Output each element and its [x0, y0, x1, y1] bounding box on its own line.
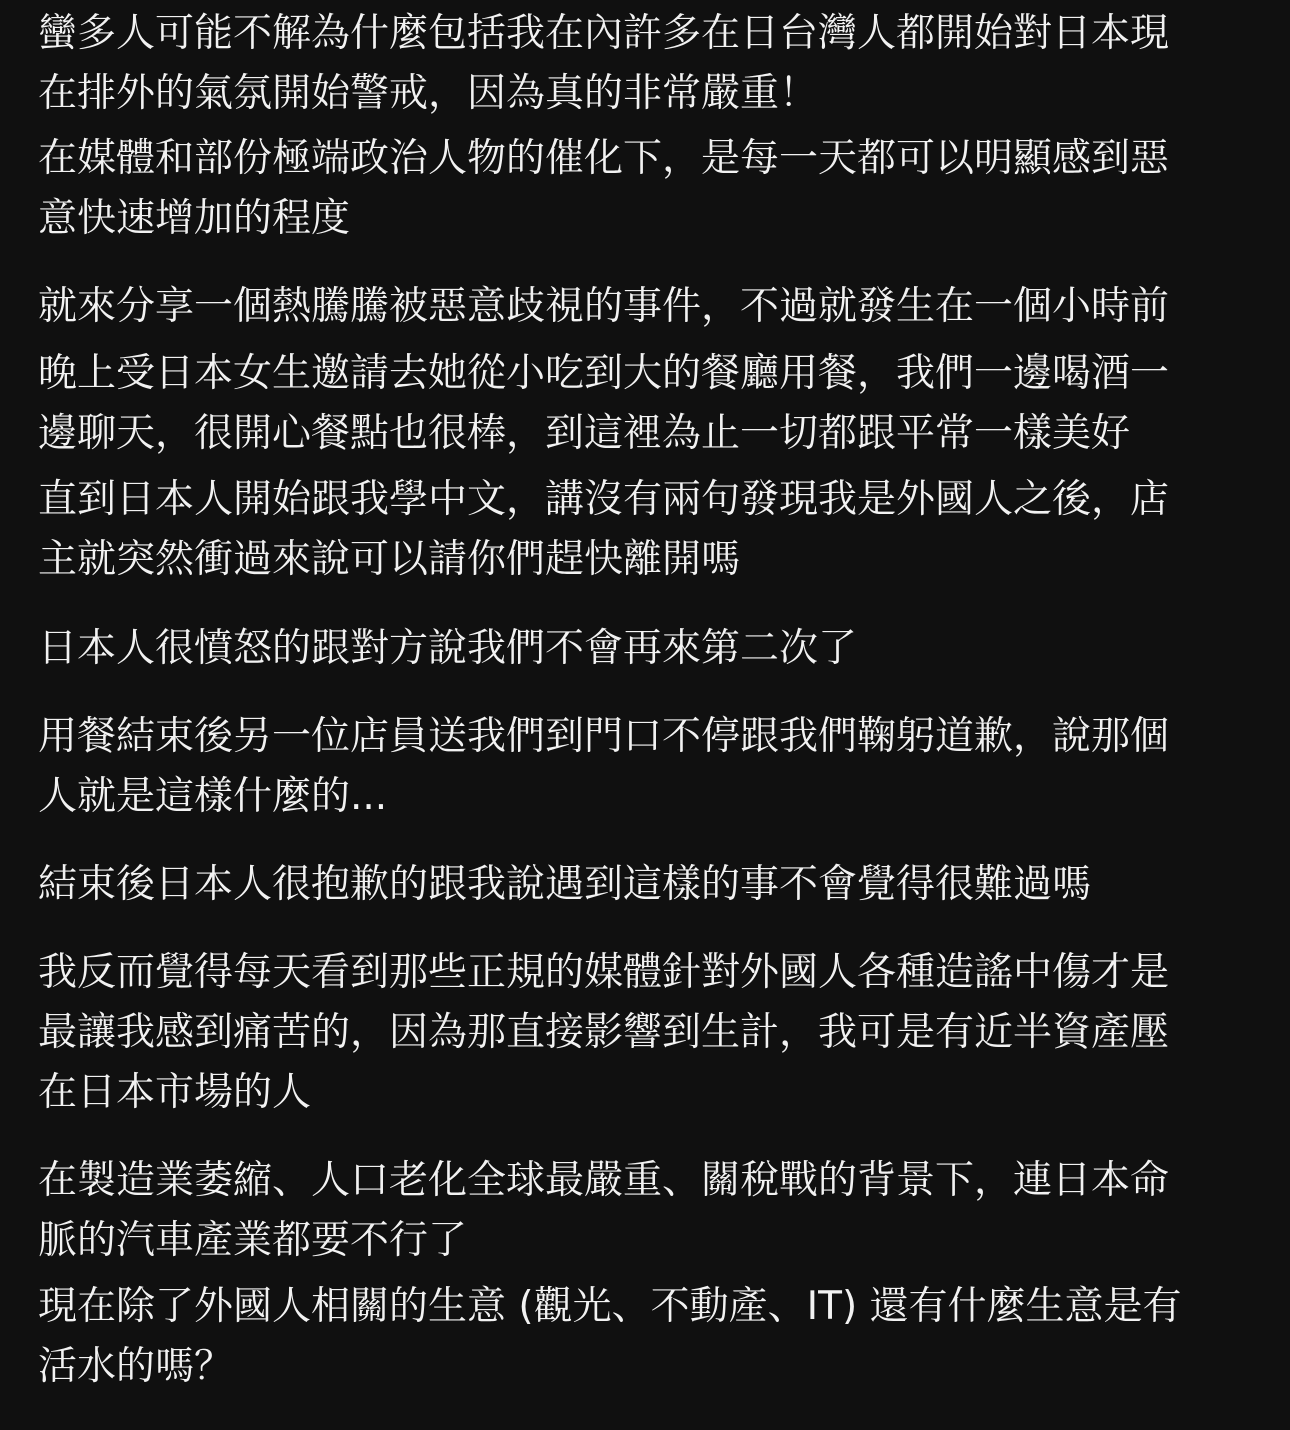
post-line: 在日本市場的人	[38, 1070, 312, 1115]
post-line: 活水的嗎？	[38, 1344, 234, 1389]
post-line: 最讓我感到痛苦的，因為那直接影響到生計，我可是有近半資產壓	[38, 1010, 1170, 1055]
post-line: 直到日本人開始跟我學中文，講沒有兩句發現我是外國人之後，店	[38, 477, 1170, 522]
post-line: 在媒體和部份極端政治人物的催化下，是每一天都可以明顯感到惡	[38, 136, 1170, 181]
post-line: 蠻多人可能不解為什麼包括我在內許多在日台灣人都開始對日本現	[38, 11, 1170, 56]
post-line: 結束後日本人很抱歉的跟我說遇到這樣的事不會覺得很難過嗎	[38, 862, 1092, 907]
post-line: 現在除了外國人相關的生意 (觀光、不動產、IT) 還有什麼生意是有	[38, 1284, 1182, 1329]
post-line: 主就突然衝過來說可以請你們趕快離開嗎	[38, 537, 741, 582]
post-line: 脈的汽車產業都要不行了	[38, 1218, 468, 1263]
post-line: 日本人很憤怒的跟對方說我們不會再來第二次了	[38, 626, 858, 671]
post-line: 人就是這樣什麼的...	[38, 774, 388, 819]
post-line: 在製造業萎縮、人口老化全球最嚴重、關稅戰的背景下，連日本命	[38, 1158, 1170, 1203]
post-line: 用餐結束後另一位店員送我們到門口不停跟我們鞠躬道歉，說那個	[38, 714, 1170, 759]
post-line: 就來分享一個熱騰騰被惡意歧視的事件，不過就發生在一個小時前	[38, 284, 1170, 329]
post-line: 意快速增加的程度	[38, 196, 351, 241]
post-line: 我反而覺得每天看到那些正規的媒體針對外國人各種造謠中傷才是	[38, 950, 1170, 995]
post-line: 邊聊天，很開心餐點也很棒，到這裡為止一切都跟平常一樣美好	[38, 411, 1131, 456]
post-line: 晚上受日本女生邀請去她從小吃到大的餐廳用餐，我們一邊喝酒一	[38, 351, 1170, 396]
post-line: 在排外的氣氛開始警戒，因為真的非常嚴重！	[38, 71, 819, 116]
